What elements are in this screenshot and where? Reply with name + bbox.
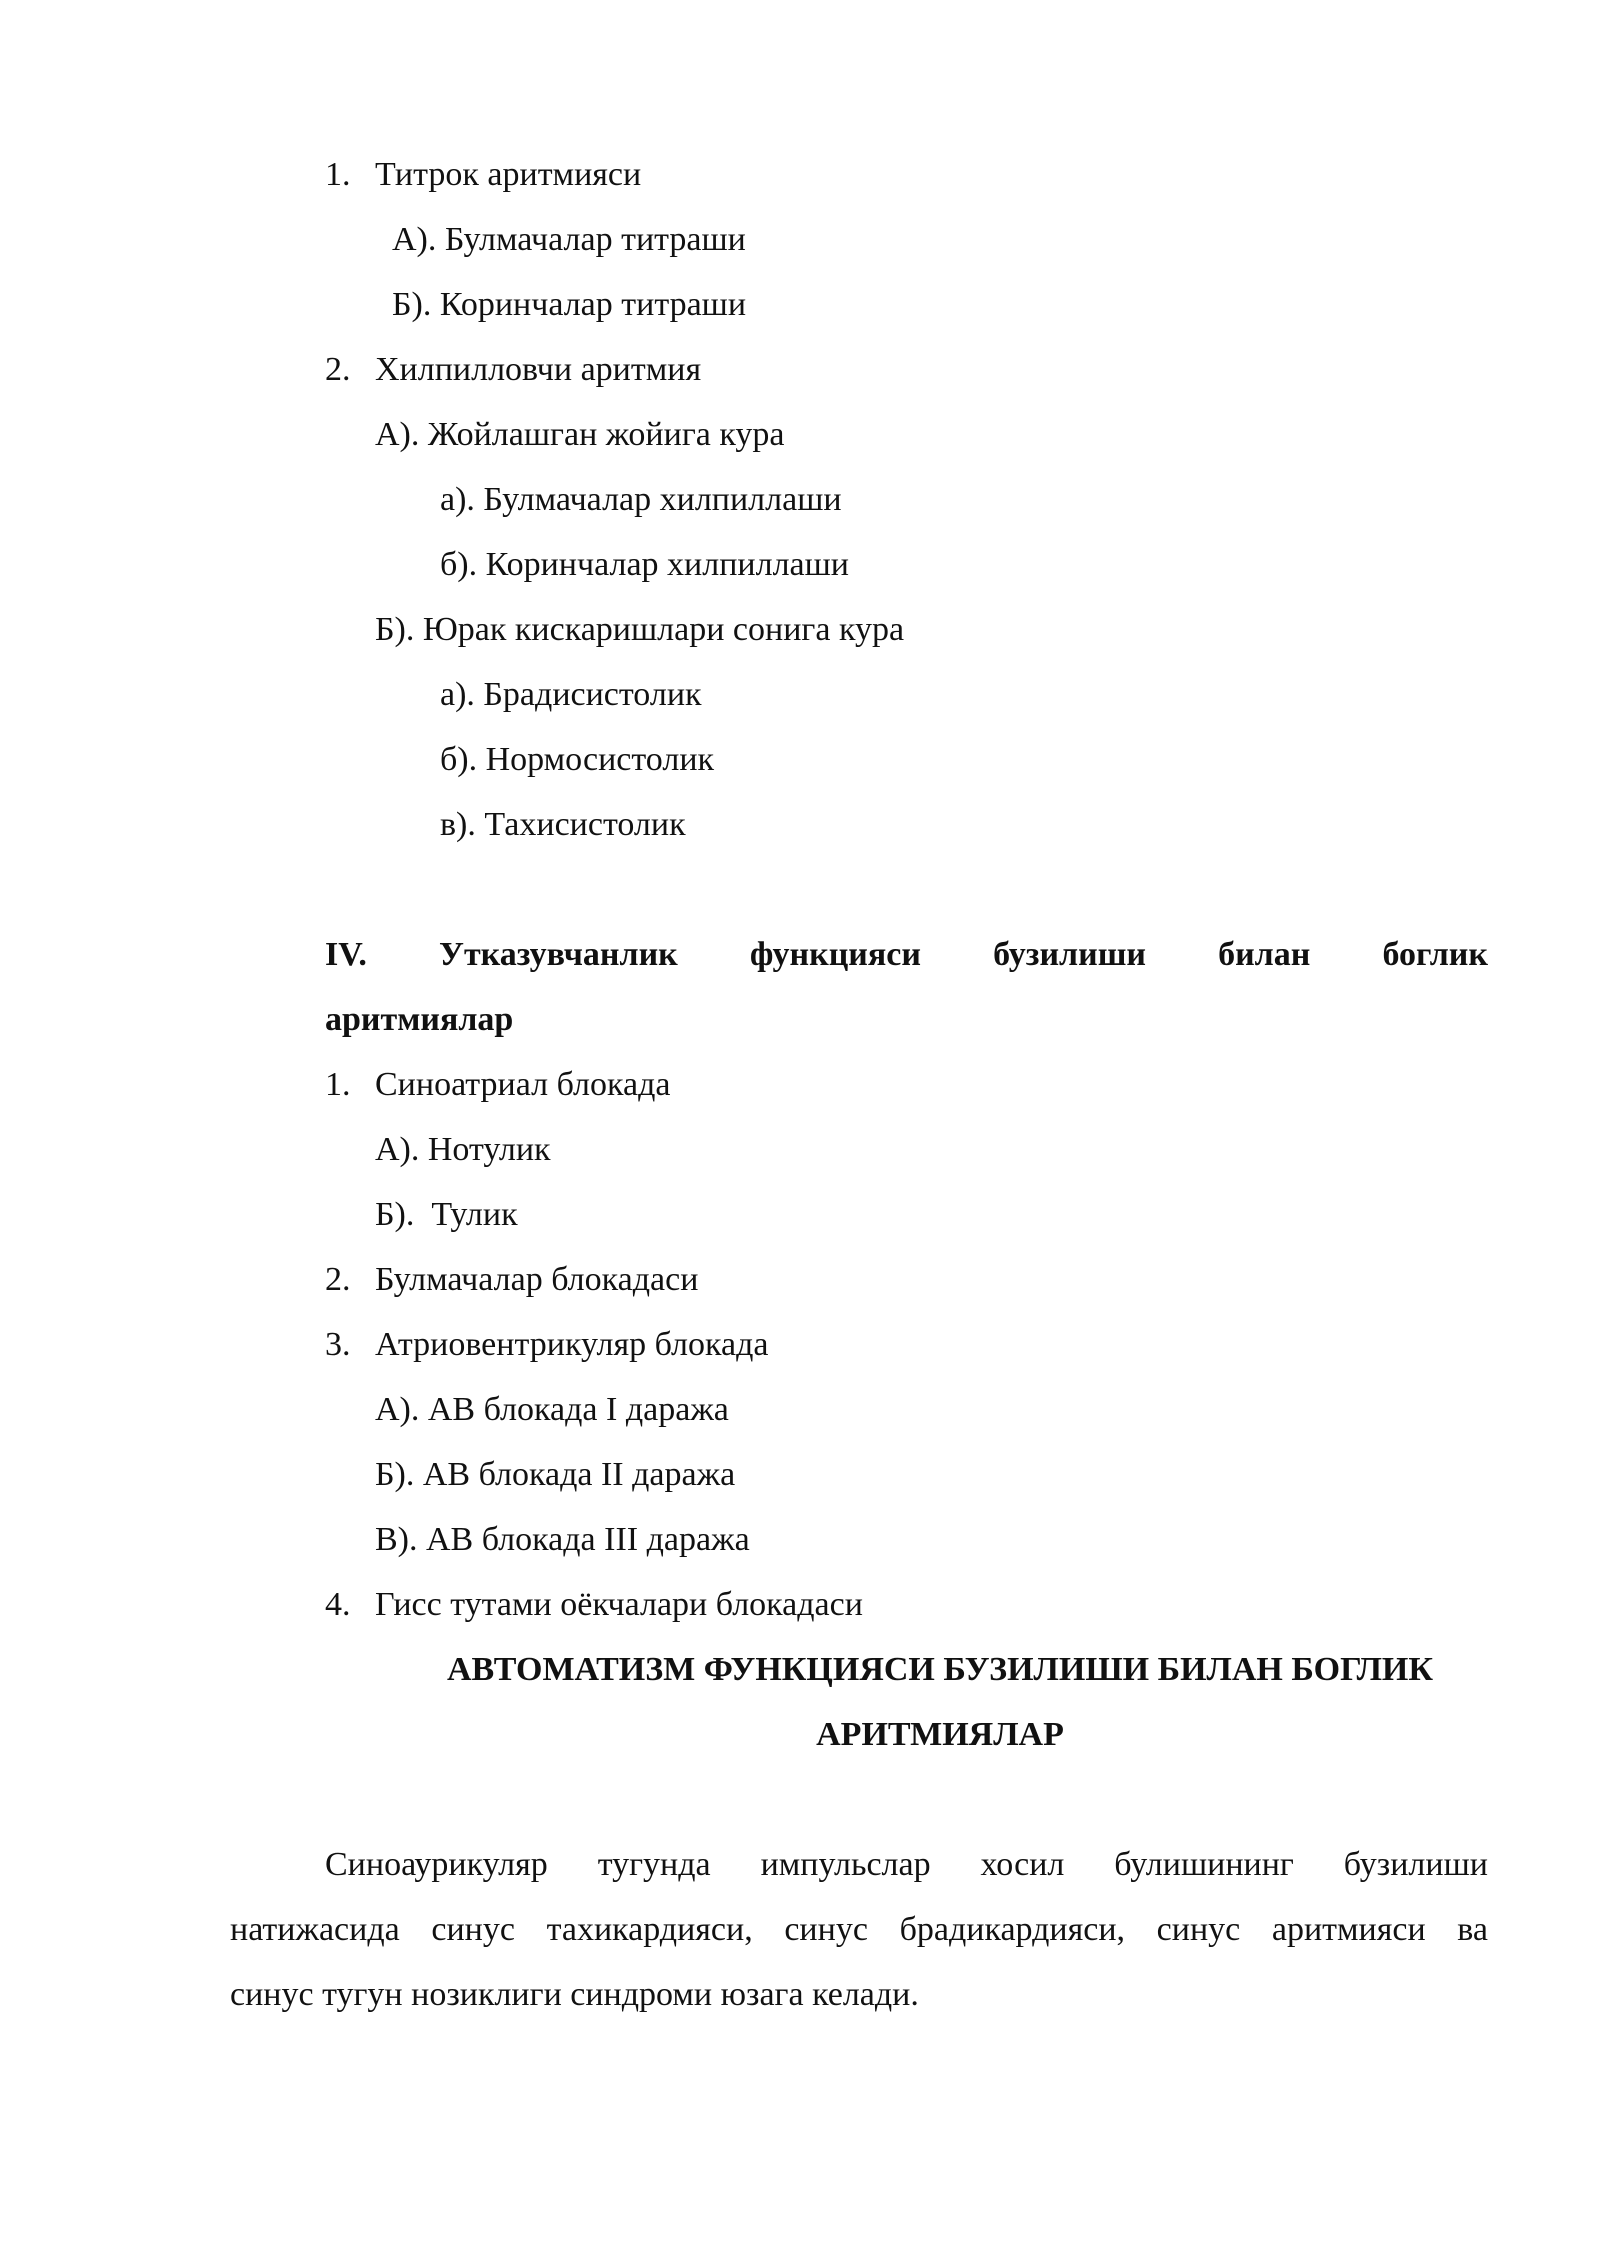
list-text: Хилпилловчи аритмия: [375, 351, 702, 388]
chapter-title-line: АРИТМИЯЛАР: [816, 1716, 1064, 1753]
paragraph-word: Синоаурикуляр: [325, 1846, 548, 1883]
heading-word: Утказувчанлик: [439, 936, 678, 973]
list-number: 3.: [325, 1326, 351, 1363]
list-subitem: В). АВ блокада III даража: [375, 1521, 750, 1558]
paragraph-word: бузилиши: [1343, 1846, 1488, 1883]
list-subsubitem: в). Тахисистолик: [440, 806, 686, 843]
list-subsubitem: б). Коринчалар хилпиллаши: [440, 546, 849, 583]
list-subitem: А). Булмачалар титраши: [392, 221, 746, 258]
paragraph-word: ва: [1457, 1911, 1488, 1948]
paragraph-line: [230, 1910, 1488, 1950]
section-heading-continuation: аритмиялар: [325, 1001, 514, 1038]
list-number: 1.: [325, 156, 351, 193]
paragraph-word: булишининг: [1114, 1846, 1294, 1883]
paragraph-line: синус тугун нозиклиги синдроми юзага келади.: [230, 1976, 919, 2013]
list-number: 4.: [325, 1586, 351, 1623]
list-item: [325, 1325, 769, 1365]
list-item: [325, 1065, 671, 1105]
heading-word: бузилиши: [993, 936, 1146, 973]
paragraph-word: тугунда: [597, 1846, 711, 1883]
heading-word: боглик: [1382, 936, 1488, 973]
list-subsubitem: б). Нормосистолик: [440, 741, 715, 778]
paragraph-word: тахикардияси,: [546, 1911, 753, 1948]
chapter-title: [0, 1650, 1600, 1690]
paragraph-word: синус: [784, 1911, 868, 1948]
list-subsubitem: а). Брадисистолик: [440, 676, 702, 713]
chapter-title: [0, 1715, 1600, 1755]
list-subitem: Б). АВ блокада II даража: [375, 1456, 736, 1493]
heading-word: функцияси: [749, 936, 921, 973]
list-subitem: А). АВ блокада I даража: [375, 1391, 729, 1428]
heading-word: билан: [1218, 936, 1311, 973]
list-subitem: А). Нотулик: [375, 1131, 551, 1168]
list-text: Титрок аритмияси: [375, 156, 642, 193]
list-item: [325, 155, 641, 195]
paragraph-line: [325, 1845, 1488, 1885]
paragraph-word: натижасида: [230, 1911, 400, 1948]
paragraph-word: хосил: [980, 1846, 1065, 1883]
list-text: Булмачалар блокадаси: [375, 1261, 699, 1298]
list-item: [325, 1585, 863, 1625]
list-text: Синоатриал блокада: [375, 1066, 671, 1103]
list-subsubitem: а). Булмачалар хилпиллаши: [440, 481, 842, 518]
list-item: [325, 350, 701, 390]
paragraph-word: аритмияси: [1271, 1911, 1426, 1948]
list-subitem: А). Жойлашган жойига кура: [375, 416, 785, 453]
list-number: 2.: [325, 351, 351, 388]
list-subitem: Б). Коринчалар титраши: [392, 286, 747, 323]
list-subitem: Б). Юрак кискаришлари сонига кура: [375, 611, 905, 648]
paragraph-word: брадикардияси,: [899, 1911, 1126, 1948]
paragraph-word: синус: [1156, 1911, 1241, 1948]
list-number: 1.: [325, 1066, 351, 1103]
list-text: Атриовентрикуляр блокада: [375, 1326, 769, 1363]
list-text: Гисс тутами оёкчалари блокадаси: [375, 1586, 863, 1623]
list-number: 2.: [325, 1261, 351, 1298]
paragraph-word: импульслар: [760, 1846, 931, 1883]
paragraph-word: синус: [431, 1911, 515, 1948]
section-heading: [325, 935, 1488, 975]
heading-word: IV.: [325, 936, 367, 973]
list-subitem: Б). Тулик: [375, 1196, 518, 1233]
list-item: [325, 1260, 698, 1300]
chapter-title-line: АВТОМАТИЗМ ФУНКЦИЯСИ БУЗИЛИШИ БИЛАН БОГЛИК: [446, 1651, 1434, 1688]
